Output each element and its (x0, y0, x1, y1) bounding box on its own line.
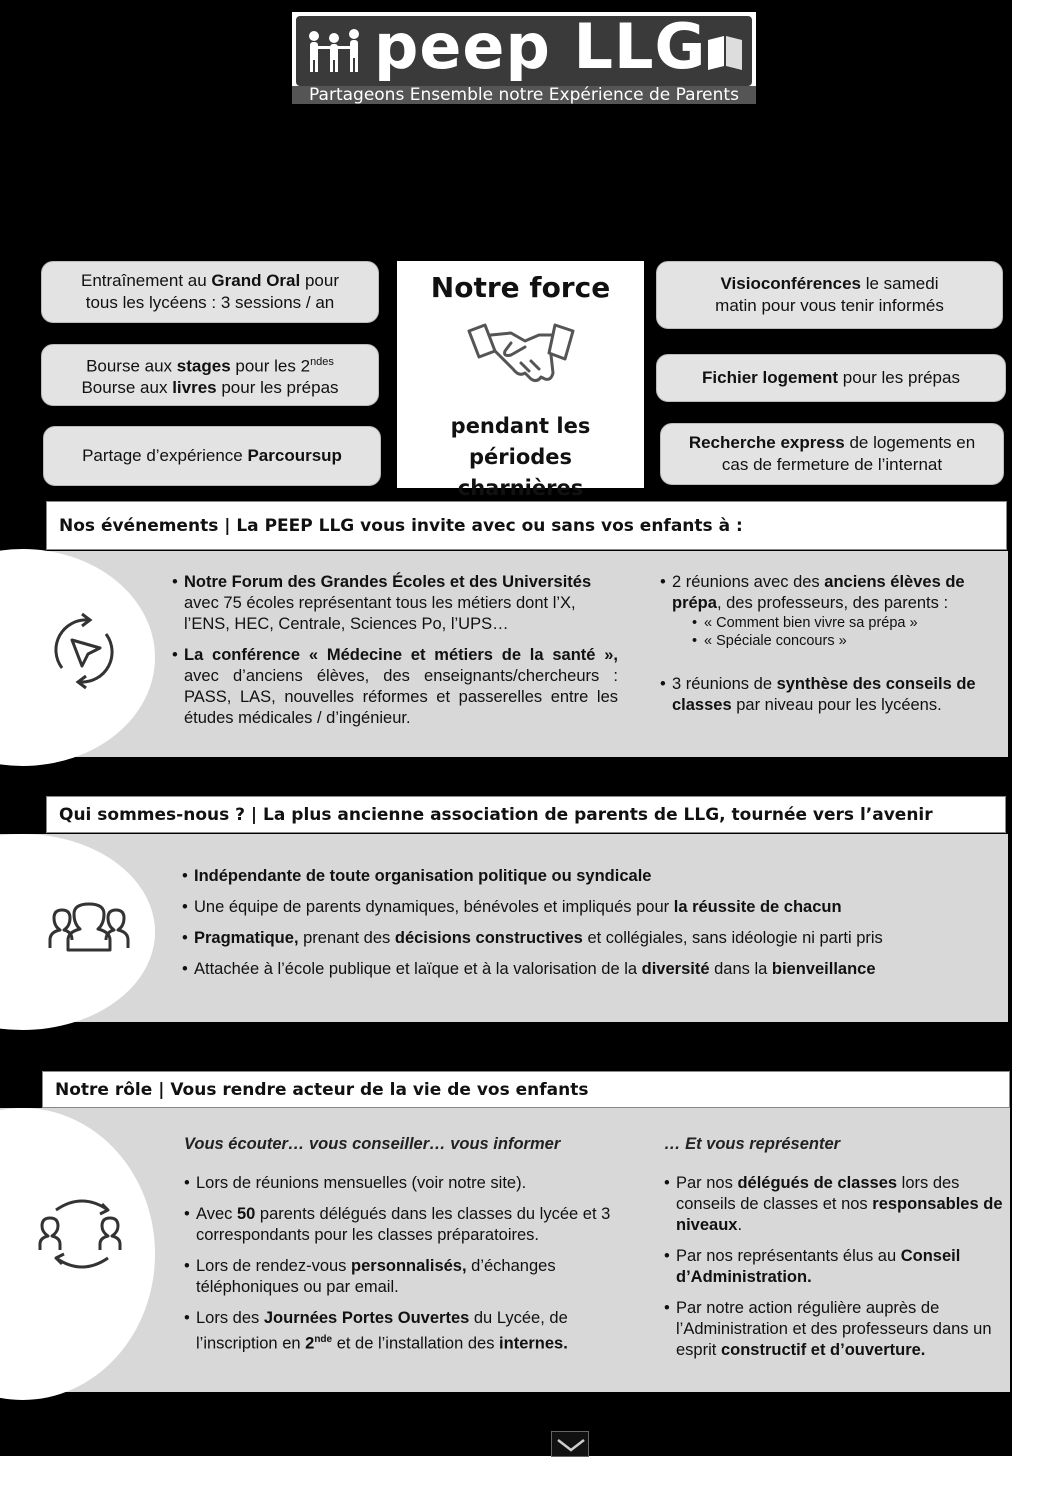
list-item (664, 1173, 1006, 1236)
list-item (184, 1173, 614, 1194)
pill-grand-oral (41, 261, 379, 323)
pill-text: pour les prépas (216, 378, 339, 398)
item-bold: 2 (305, 1334, 315, 1353)
pill-text: le samedi (861, 274, 939, 293)
pill-visio (656, 261, 1003, 329)
list-item (660, 572, 1000, 650)
item-text: Une équipe de parents dynamiques, bénévoles et impliqués pour (194, 898, 674, 916)
item-bold: responsables de niveaux (676, 1195, 1003, 1234)
item-text: et de l’installation des (332, 1334, 500, 1353)
pill-bold: Parcoursup (247, 446, 342, 465)
events-header: Nos événements | La PEEP LLG vous invite avec ou sans vos enfants à : (46, 501, 1007, 550)
item-bold: Pragmatique, (194, 929, 299, 947)
item-bold: La conférence « Médecine et métiers de la santé », (184, 646, 618, 664)
item-bold: 50 (236, 1205, 256, 1223)
center-title: Notre force (430, 271, 611, 304)
list-item (182, 959, 1002, 980)
pill-text: Bourse aux (86, 356, 177, 376)
item-text: Par notre action régulière auprès de l’Administration et des professeurs dans un esprit (676, 1299, 992, 1359)
list-item (182, 928, 1002, 949)
pill-sup: ndes (310, 355, 334, 368)
item-text: Attachée à l’école publique et laïque et à la valorisation de la (194, 960, 642, 978)
item-bold: diversité (641, 960, 710, 978)
item-bold: internes. (499, 1334, 568, 1353)
pill-bold: Visioconférences (720, 274, 861, 293)
item-sup: nde (314, 1334, 333, 1345)
center-subtitle (397, 411, 644, 504)
item-bold: personnalisés, (351, 1257, 467, 1275)
exchange-people-icon (38, 1196, 126, 1270)
item-bold: Journées Portes Ouvertes (263, 1309, 470, 1327)
item-text: avec d’anciens élèves, des enseignants/chercheurs : PASS, LAS, nouvelles réformes et passerelles entre les études médicales / d’ingénieur. (184, 667, 618, 727)
pill-text: pour les prépas (838, 368, 960, 387)
pill-text: Partage d’expérience (82, 446, 248, 465)
item-text: Lors de rendez-vous (196, 1257, 352, 1275)
events-left-column (172, 572, 618, 729)
item-text: 3 réunions de (672, 675, 777, 693)
pill-bold: stages (176, 356, 231, 376)
pill-bold: livres (172, 378, 217, 398)
item-bold: constructif et d’ouverture. (720, 1341, 926, 1359)
item-text: , des professeurs, des parents : (716, 594, 949, 612)
pill-text: de logements en (844, 433, 976, 452)
item-text: . (737, 1216, 743, 1234)
list-item (182, 897, 1002, 918)
pill-text: matin pour vous tenir informés (715, 296, 944, 315)
center-subtitle-line: charnières (457, 476, 584, 500)
sub-list-item: • « Comment bien vivre sa prépa » (692, 614, 1000, 632)
who-list (182, 866, 1002, 980)
item-text: Lors de réunions mensuelles (voir notre site). (196, 1174, 527, 1192)
role-left-column (184, 1134, 614, 1355)
pill-text: Entraînement au (81, 271, 212, 290)
item-text: Avec (196, 1205, 237, 1223)
group-icon (46, 902, 132, 952)
item-bold: décisions constructives (394, 929, 583, 947)
pill-parcoursup (43, 426, 381, 486)
item-text: par niveau pour les lycéens. (731, 696, 942, 714)
item-text: 2 réunions avec des (672, 573, 825, 591)
events-right-column (660, 572, 1000, 716)
role-right-column (664, 1134, 1006, 1361)
center-box (397, 261, 644, 500)
pill-recherche-express (660, 423, 1004, 485)
item-text: prenant des (298, 929, 395, 947)
pill-text: pour les 2 (230, 356, 311, 376)
item-bold: la réussite de chacun (673, 898, 842, 916)
refresh-cursor-icon (48, 612, 120, 690)
item-bold: délégués de classes (737, 1174, 898, 1192)
pill-text: pour (300, 271, 339, 290)
list-item (664, 1246, 1006, 1288)
role-right-title: … Et vous représenter (664, 1135, 841, 1153)
item-text: dans la (709, 960, 772, 978)
pill-bold: Recherche express (688, 433, 845, 452)
role-left-title: Vous écouter… vous conseiller… vous informer (184, 1135, 561, 1153)
item-text: et collégiales, sans idéologie ni parti pris (582, 929, 883, 947)
item-bold: Notre Forum des Grandes Écoles et des Universités (184, 573, 592, 591)
pill-text: tous les lycéens : 3 sessions / an (85, 293, 335, 312)
logo-text: peep LLG (374, 10, 707, 83)
item-bold: Indépendante de toute organisation politique ou syndicale (194, 867, 652, 885)
scroll-down-button[interactable] (551, 1431, 589, 1457)
item-text: lors des conseils de classes et nos (676, 1174, 960, 1213)
logo-banner (296, 10, 752, 86)
item-text: d’échanges téléphoniques ou par email. (196, 1257, 556, 1296)
list-item (184, 1204, 614, 1246)
item-bold: Conseil d’Administration. (676, 1247, 961, 1286)
item-text: Par nos (676, 1174, 738, 1192)
who-header: Qui sommes-nous ? | La plus ancienne association de parents de LLG, tournée vers l’avenir (46, 796, 1006, 833)
pill-fichier-logement (656, 354, 1006, 402)
list-item (184, 1308, 614, 1355)
item-bold: synthèse des conseils de classes (672, 675, 976, 714)
list-item (172, 572, 618, 635)
list-item (172, 645, 618, 729)
handshake-icon (465, 321, 585, 401)
item-text: du Lycée, de l’inscription en (196, 1309, 568, 1353)
chevron-down-icon (552, 1432, 590, 1458)
item-bold: anciens élèves de prépa (672, 573, 965, 612)
item-text: Lors des (196, 1309, 264, 1327)
pill-text: Bourse aux (81, 378, 173, 398)
pill-text: cas de fermeture de l’internat (721, 455, 943, 474)
book-icon (704, 30, 746, 72)
logo-tagline: Partageons Ensemble notre Expérience de Parents (292, 86, 756, 104)
list-item (182, 866, 1002, 887)
item-text: parents délégués dans les classes du lycée et 3 correspondants pour les classes préparatoires. (196, 1205, 611, 1244)
people-icon (304, 28, 368, 74)
list-item (664, 1298, 1006, 1361)
item-bold: bienveillance (771, 960, 876, 978)
pill-bold: Grand Oral (211, 271, 301, 290)
list-item (184, 1256, 614, 1298)
center-subtitle-line: pendant les périodes (450, 414, 591, 469)
item-text: Par nos représentants élus au (676, 1247, 901, 1265)
item-text: avec 75 écoles représentant tous les métiers dont l’X, l’ENS, HEC, Centrale, Sciences Po, l’UPS… (184, 594, 576, 633)
list-item (660, 674, 1000, 716)
sub-list-item: • « Spéciale concours » (692, 632, 1000, 650)
pill-bourse (41, 344, 379, 406)
logo (292, 12, 756, 104)
pill-bold: Fichier logement (702, 368, 839, 387)
role-header: Notre rôle | Vous rendre acteur de la vie de vos enfants (42, 1071, 1010, 1108)
